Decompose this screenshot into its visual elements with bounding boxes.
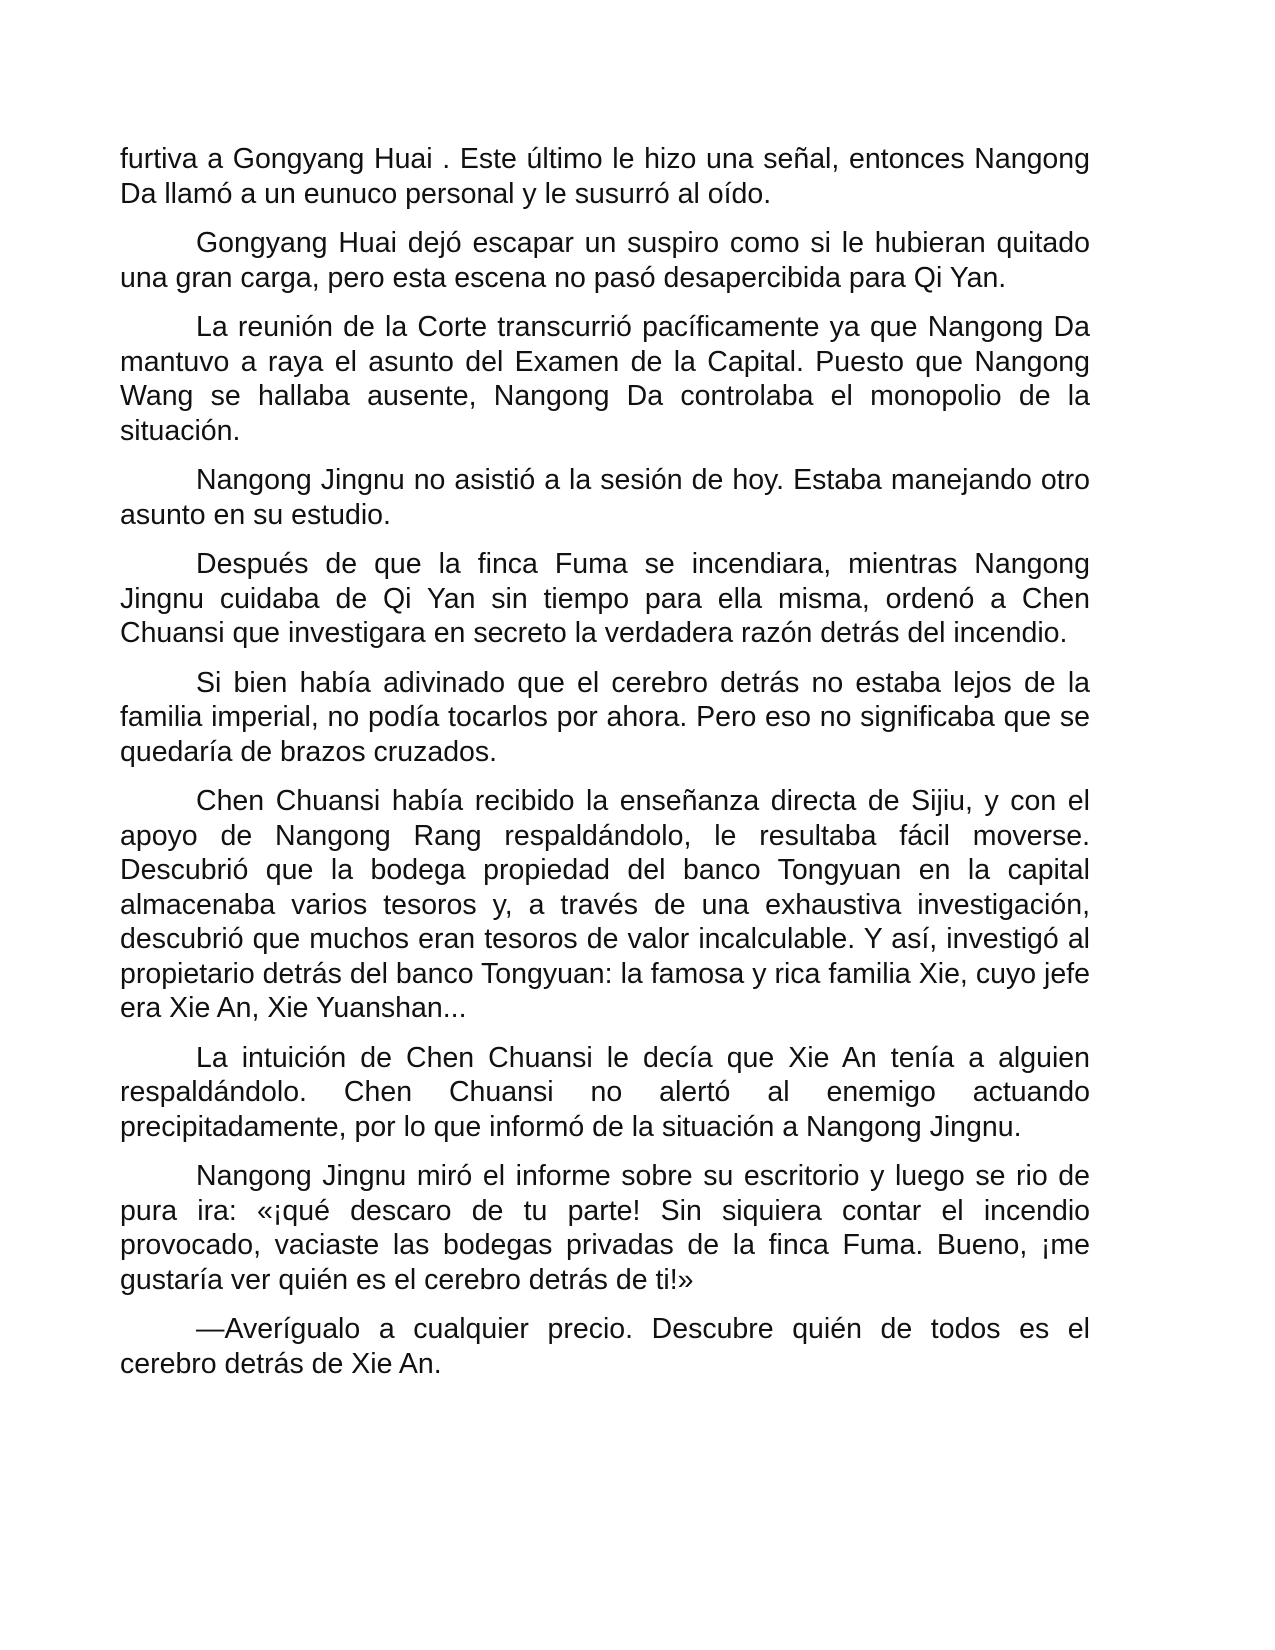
paragraph-3: La reunión de la Corte transcurrió pacíficamente ya que Nangong Da mantuvo a raya el asunto del Examen de la Capital. Puesto que Nangong Wang se hallaba ausente, Nangong Da controlaba el monopolio de la situación. [120,311,1090,447]
paragraph-4: Nangong Jingnu no asistió a la sesión de hoy. Estaba manejando otro asunto en su estudio. [120,464,1090,531]
paragraph-7: Chen Chuansi había recibido la enseñanza directa de Sijiu, y con el apoyo de Nangong Rang respaldándolo, le resultaba fácil moverse. Descubrió que la bodega propiedad del banco Tongyuan en la capital almacenaba varios tesoros y, a través de una exhaustiva investigación, descubrió que muchos eran tesoros de valor incalculable. Y así, investigó al propietario detrás del banco Tongyuan: la famosa y rica familia Xie, cuyo jefe era Xie An, Xie Yuanshan... [120,785,1090,1024]
document-page [120,142,1090,1396]
paragraph-2: Gongyang Huai dejó escapar un suspiro como si le hubieran quitado una gran carga, pero esta escena no pasó desapercibida para Qi Yan. [120,227,1090,294]
paragraph-1: furtiva a Gongyang Huai . Este último le hizo una señal, entonces Nangong Da llamó a un eunuco personal y le susurró al oído. [120,143,1090,210]
paragraph-9: Nangong Jingnu miró el informe sobre su escritorio y luego se rio de pura ira: «¡qué descaro de tu parte! Sin siquiera contar el incendio provocado, vaciaste las bodegas privadas de la finca Fuma. Bueno, ¡me gustaría ver quién es el cerebro detrás de ti!» [120,1160,1090,1296]
paragraph-6: Si bien había adivinado que el cerebro detrás no estaba lejos de la familia imperial, no podía tocarlos por ahora. Pero eso no significaba que se quedaría de brazos cruzados. [120,666,1090,768]
paragraph-10: —Averígualo a cualquier precio. Descubre quién de todos es el cerebro detrás de Xie An. [120,1313,1090,1380]
paragraph-5: Después de que la finca Fuma se incendiara, mientras Nangong Jingnu cuidaba de Qi Yan sin tiempo para ella misma, ordenó a Chen Chuansi que investigara en secreto la verdadera razón detrás del incendio. [120,548,1090,649]
paragraph-8: La intuición de Chen Chuansi le decía que Xie An tenía a alguien respaldándolo. Chen Chuansi no alertó al enemigo actuando precipitadamente, por lo que informó de la situación a Nangong Jingnu. [120,1041,1090,1143]
